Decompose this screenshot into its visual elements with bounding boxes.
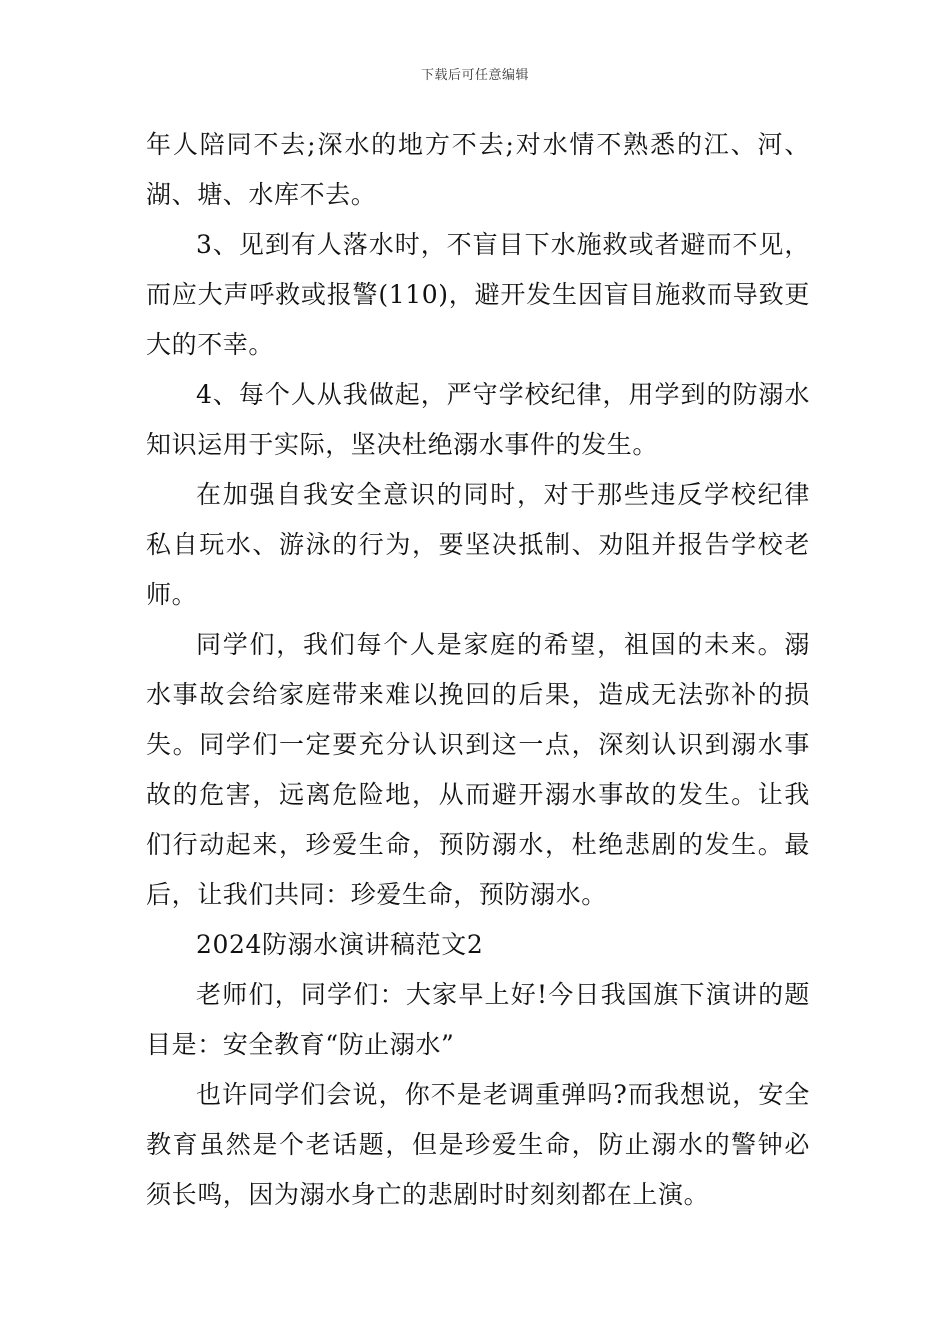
paragraph-continuation: 年人陪同不去;深水的地方不去;对水情不熟悉的江、河、湖、塘、水库不去。 [146,130,810,209]
document-body [146,120,810,1220]
paragraph-closing: 同学们，我们每个人是家庭的希望，祖国的未来。溺水事故会给家庭带来难以挽回的后果，造成无法弥补的损失。同学们一定要充分认识到这一点，深刻认识到溺水事故的危害，远离危险地，从而避开溺水事故的发生。让我们行动起来，珍爱生命，预防溺水，杜绝悲剧的发生。最后，让我们共同：珍爱生命，预防溺水。 [146,630,810,909]
paragraph-item-4: 4、每个人从我做起，严守学校纪律，用学到的防溺水知识运用于实际，坚决杜绝溺水事件的发生。 [146,380,810,459]
paragraph-self-awareness: 在加强自我安全意识的同时，对于那些违反学校纪律私自玩水、游泳的行为，要坚决抵制、劝阻并报告学校老师。 [146,480,810,609]
paragraph-item-3: 3、见到有人落水时，不盲目下水施救或者避而不见，而应大声呼救或报警(110)，避开发生因盲目施救而导致更大的不幸。 [146,230,810,359]
section-title: 2024防溺水演讲稿范文2 [196,930,484,959]
page-header: 下载后可任意编辑 [420,68,529,83]
paragraph-warning: 也许同学们会说，你不是老调重弹吗?而我想说，安全教育虽然是个老话题，但是珍爱生命，防止溺水的警钟必须长鸣，因为溺水身亡的悲剧时时刻刻都在上演。 [146,1080,810,1209]
paragraph-greeting: 老师们，同学们：大家早上好!今日我国旗下演讲的题目是：安全教育“防止溺水” [146,980,810,1059]
